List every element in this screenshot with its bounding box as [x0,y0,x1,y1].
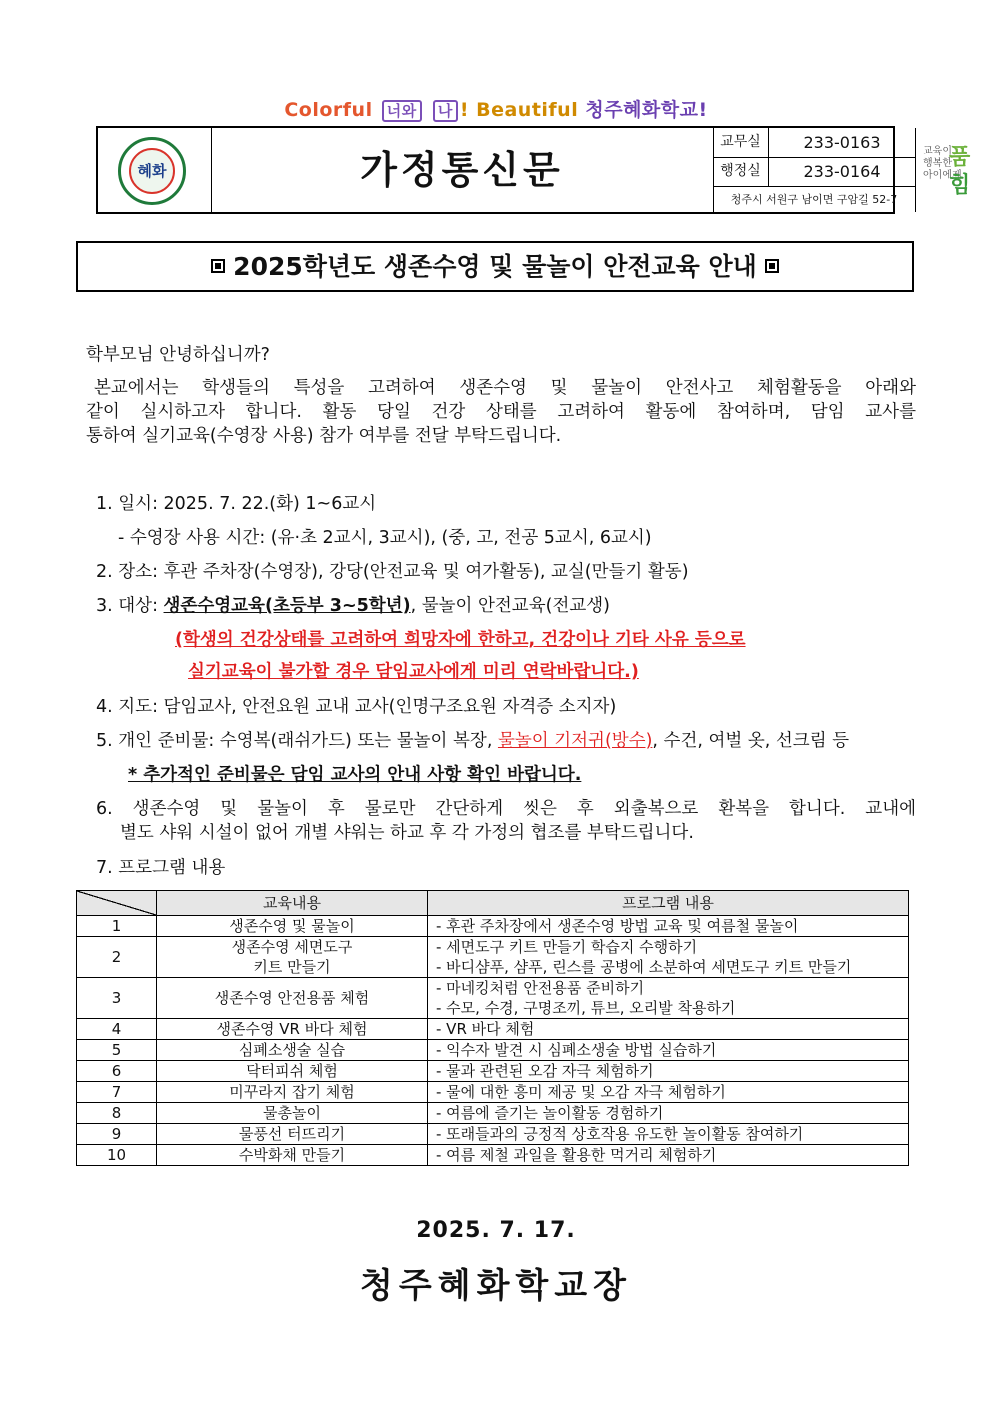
program-table [76,890,909,1166]
issue-date: 2025. 7. 17. [416,1218,576,1243]
notice-title: 2025학년도 생존수영 및 물놀이 안전교육 안내 [233,252,757,281]
row-topic: 생존수영 VR 바다 체험 [157,1019,428,1040]
office-row [713,128,915,158]
item-3-target [96,593,610,619]
document-title: 가정통신문 [211,128,714,212]
row-num: 1 [77,916,157,937]
side-logo-small-text: 교육이 행복한 아이에게 [923,146,962,181]
row-num: 3 [77,978,157,1019]
table-row [77,1040,909,1061]
row-topic: 미꾸라지 잡기 체험 [157,1082,428,1103]
row-topic-line1: 생존수영 세면도구 [231,938,353,956]
item-3-survival-target: 생존수영교육(초등부 3~5학년) [163,596,411,616]
row-topic: 생존수영 안전용품 체험 [157,978,428,1019]
item-3-rest: , 물놀이 안전교육(전교생) [410,596,610,616]
slogan-mark-me: 나 [433,100,458,122]
row-desc-line1: - 세면도구 키트 만들기 학습지 수행하기 [436,938,698,956]
row-desc: - 후관 주차장에서 생존수영 방법 교육 및 여름철 물놀이 [428,916,909,937]
table-row [77,916,909,937]
item-6-line2: 별도 샤워 시설이 없어 개별 샤워는 하교 후 각 가정의 협조를 부탁드립니다. [120,823,694,843]
table-row [77,1082,909,1103]
row-desc [428,978,909,1019]
row-num: 8 [77,1103,157,1124]
school-emblem-icon [118,137,186,205]
table-row [77,1145,909,1166]
row-topic-line2: 키트 만들기 [253,958,331,976]
header-topic: 교육내용 [157,891,428,916]
intro-line1-text: 본교에서는 학생들의 특성을 고려하여 생존수영 및 물놀이 안전사고 체험활동을 아래와 [94,378,916,398]
principal-signature: 청주혜화학교장 [360,1266,632,1306]
row-topic: 생존수영 및 물놀이 [157,916,428,937]
slogan-mark-you-and: 너와 [382,100,422,122]
header-desc: 프로그램 내용 [428,891,909,916]
notice-title-box [76,241,914,292]
row-desc: - 물에 대한 흥미 제공 및 오감 자극 체험하기 [428,1082,909,1103]
letter-header [96,126,971,214]
side-logo-big2: 힘 [949,173,971,198]
school-logo-cell [98,128,212,212]
row-topic: 물풍선 터뜨리기 [157,1124,428,1145]
square-bullet-icon [211,259,225,273]
school-address: 청주시 서원구 남이면 구암길 52-7 [730,193,898,206]
intro-line2: 같이 실시하고자 합니다. 활동 당일 건강 상태를 고려하여 활동에 참여하며, 담임 교사를 [86,402,916,422]
item-1-pool-time: - 수영장 사용 시간: (유·초 2교시, 3교시), (중, 고, 전공 5교시, 6교시) [118,528,652,548]
office-label: 교무실 [713,128,769,157]
education-slogan-logo [915,128,992,212]
row-desc [428,937,909,978]
row-topic: 닥터피쉬 체험 [157,1061,428,1082]
item-5-prefix: 5. 개인 준비물: 수영복(래쉬가드) 또는 물놀이 복장, [96,731,498,751]
item-5-note: * 추가적인 준비물은 담임 교사의 안내 사항 확인 바랍니다. [128,765,582,785]
row-desc: - VR 바다 체험 [428,1019,909,1040]
row-topic [157,937,428,978]
row-desc: - 여름에 즐기는 놀이활동 경험하기 [428,1103,909,1124]
item-2-location: 2. 장소: 후관 주차장(수영장), 강당(안전교육 및 여가활동), 교실(만들기 활동) [96,562,689,582]
item-1-schedule: 1. 일시: 2025. 7. 22.(화) 1~6교시 [96,494,377,514]
row-topic: 수박화채 만들기 [157,1145,428,1166]
table-row [77,978,909,1019]
slogan-beautiful: ! Beautiful [459,99,579,121]
item-3-warning-line1: (학생의 건강상태를 고려하여 희망자에 한하고, 건강이나 기타 사유 등으로 [175,630,746,650]
row-desc: - 여름 제철 과일을 활용한 먹거리 체험하기 [428,1145,909,1166]
row-num: 5 [77,1040,157,1061]
school-emblem-text: 혜화 [129,148,175,194]
row-desc-line1: - 마네킹처럼 안전용품 준비하기 [436,979,645,997]
item-5-supplies [96,728,849,754]
item-3-warning-line2: 실기교육이 불가할 경우 담임교사에게 미리 연락바랍니다.) [188,662,639,682]
row-num: 9 [77,1124,157,1145]
contact-info [713,128,916,212]
row-topic: 물총놀이 [157,1103,428,1124]
item-4-supervision: 4. 지도: 담임교사, 안전요원 교내 교사(인명구조요원 자격증 소지자) [96,697,617,717]
table-row [77,1103,909,1124]
table-row [77,1061,909,1082]
side-logo-big1: 품 [949,145,971,170]
intro-line3: 통하여 실기교육(수영장 사용) 참가 여부를 전달 부탁드립니다. [86,426,562,446]
table-row [77,1124,909,1145]
item-6-line1: 6. 생존수영 및 물놀이 후 물로만 간단하게 씻은 후 외출복으로 환복을 합니다. 교내에 [96,799,916,819]
row-desc-line2: - 바디샴푸, 샴푸, 린스를 공병에 소분하여 세면도구 키트 만들기 [436,958,852,976]
row-num: 4 [77,1019,157,1040]
row-desc: - 물과 관련된 오감 자극 체험하기 [428,1061,909,1082]
admin-row [713,157,915,187]
intro-line1 [86,375,916,401]
table-row [77,1019,909,1040]
row-desc: - 익수자 발견 시 심폐소생술 방법 실습하기 [428,1040,909,1061]
greeting: 학부모님 안녕하십니까? [86,345,270,365]
slogan [0,95,992,122]
item-5-diaper: 물놀이 기저귀(방수) [497,731,653,751]
office-phone: 233-0163 [803,133,881,152]
item-5-rest: , 수건, 여벌 옷, 선크림 등 [652,731,850,751]
square-bullet-icon [765,259,779,273]
row-topic: 심폐소생술 실습 [157,1040,428,1061]
row-desc: - 또래들과의 긍정적 상호작용 유도한 놀이활동 참여하기 [428,1124,909,1145]
slogan-school: 청주혜화학교! [585,99,708,121]
item-3-prefix: 3. 대상: [96,596,164,616]
table-corner-cell [77,891,157,916]
row-num: 7 [77,1082,157,1103]
row-num: 2 [77,937,157,978]
admin-label: 행정실 [713,157,769,186]
item-7-program: 7. 프로그램 내용 [96,858,226,878]
admin-phone: 233-0164 [803,162,881,181]
row-num: 6 [77,1061,157,1082]
table-row [77,937,909,978]
slogan-colorful: Colorful [284,99,373,121]
row-desc-line2: - 수모, 수경, 구명조끼, 튜브, 오리발 착용하기 [436,999,736,1017]
table-header-row [77,891,909,916]
row-num: 10 [77,1145,157,1166]
